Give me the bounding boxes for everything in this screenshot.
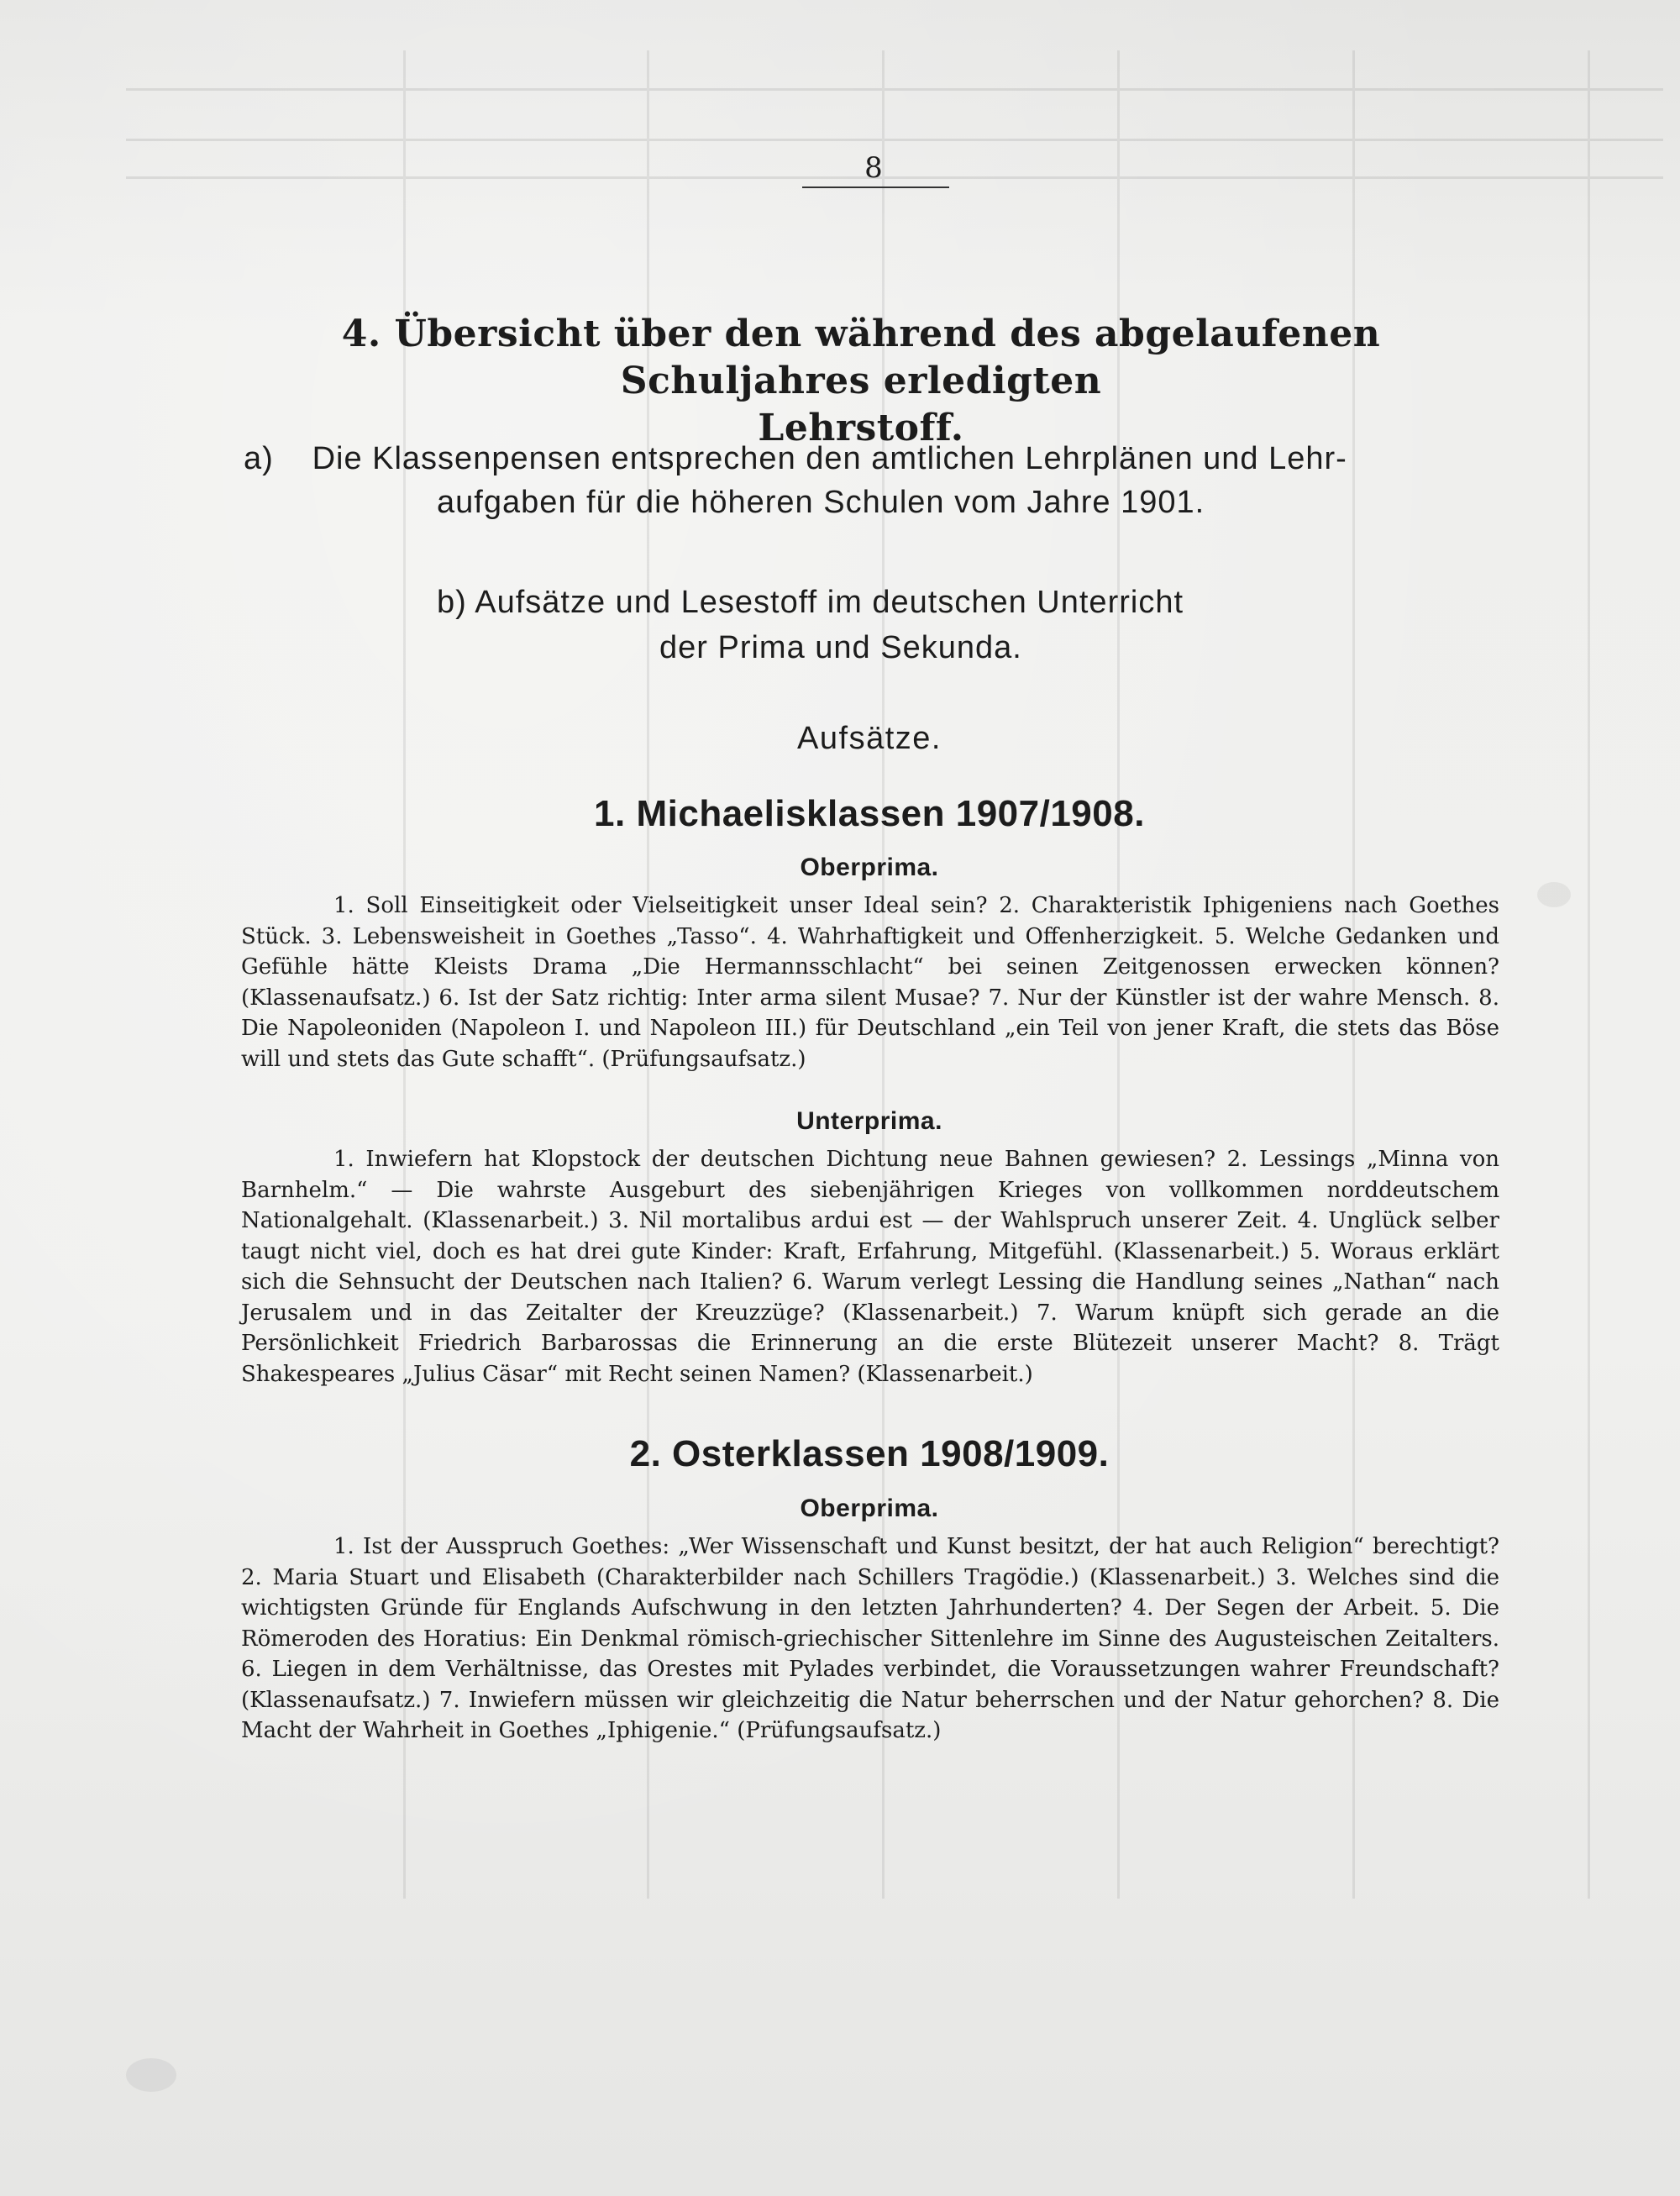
page-number: 8 <box>864 151 883 185</box>
aufsaetze-heading: Aufsätze. <box>797 721 942 756</box>
subsection-b <box>437 580 1495 670</box>
class-heading-oberprima-2: Oberprima. <box>800 1495 939 1522</box>
subsection-a-line-1: Die Klassenpensen entsprechen den amtlichen Lehrplänen und Lehr- <box>312 441 1347 476</box>
group-heading-michaelisklassen: 1. Michaelisklassen 1907/1908. <box>594 793 1145 834</box>
class-heading-oberprima: Oberprima. <box>800 854 939 881</box>
class-heading-unterprima: Unterprima. <box>796 1107 942 1135</box>
subsection-b-line-2: der Prima und Sekunda. <box>659 630 1022 665</box>
subsection-a-line-2: aufgaben für die höheren Schulen vom Jahre 1901. <box>437 485 1205 520</box>
subsection-b-label: b) <box>437 585 467 620</box>
subsection-a-label: a) <box>244 441 274 476</box>
paper-blemish <box>1537 882 1571 907</box>
subsection-b-line-1: Aufsätze und Lesestoff im deutschen Unterricht <box>475 585 1184 620</box>
essay-list-oberprima-1907: 1. Soll Einseitigkeit oder Vielseitigkeit unser Ideal sein? 2. Charakteristik Iphigeniens nach Goethes Stück. 3. Lebensweisheit in Goethes „Tasso“. 4. Wahrhaftigkeit und Offenherzigkeit. 5. Welche Gedanken und Gefühle hätte Kleists Drama „Die Hermannsschlacht“ bei seinen Zeitgenossen erwecken können? (Klassenaufsatz.) 6. Ist der Satz richtig: Inter arma silent Musae? 7. Nur der Künstler ist der wahre Mensch. 8. Die Napoleoniden (Napoleon I. und Napoleon III.) für Deutschland „ein Teil von jener Kraft, die stets das Böse will und stets das Gute schafft“. (Prüfungsaufsatz.) <box>241 893 1499 1072</box>
essay-list-unterprima-1907: 1. Inwiefern hat Klopstock der deutschen Dichtung neue Bahnen gewiesen? 2. Lessings „Minna von Barnhelm.“ — Die wahrste Ausgeburt des siebenjährigen Krieges von vollkommen norddeutschem Nationalgehalt. (Klassenarbeit.) 3. Nil mortalibus ardui est — der Wahlspruch unserer Zeit. 4. Unglück selber taugt nicht viel, doch es hat drei gute Kinder: Kraft, Erfahrung, Mitgefühl. (Klassenarbeit.) 5. Woraus erklärt sich die Sehnsucht der Deutschen nach Italien? 6. Warum verlegt Lessing die Handlung seines „Nathan“ nach Jerusalem und in das Zeitalter der Kreuzzüge? (Klassenarbeit.) 7. Warum knüpft sich gerade an die Persönlichkeit Friedrich Barbarossas die Erinnerung an die erste Blütezeit unserer Macht? 8. Trägt Shakespeares „Julius Cäsar“ mit Recht seinen Namen? (Klassenarbeit.) <box>241 1147 1499 1387</box>
subsection-a <box>244 437 1487 524</box>
page-number-rule <box>802 187 949 188</box>
section-heading-line-2: Lehrstoff. <box>758 407 964 449</box>
essay-list-oberprima-1908: 1. Ist der Ausspruch Goethes: „Wer Wissenschaft und Kunst besitzt, der hat auch Religion“ berechtigt? 2. Maria Stuart und Elisabeth (Charakterbilder nach Schillers Tragödie.) (Klassenarbeit.) 3. Welches sind die wichtigsten Gründe für Englands Aufschwung in den letzten Jahrhunderten? 4. Der Segen der Arbeit. 5. Die Römeroden des Horatius: Ein Denkmal römisch-griechischer Sittenlehre im Sinne des Augusteischen Zeitalters. 6. Liegen in dem Verhältnisse, das Orestes mit Pylades verbindet, die Voraussetzungen wahrer Freundschaft? (Klassenaufsatz.) 7. Inwiefern müssen wir gleichzeitig die Natur beherrschen und der Natur gehorchen? 8. Die Macht der Wahrheit in Goethes „Iphigenie.“ (Prüfungsaufsatz.) <box>241 1534 1499 1743</box>
paper-blemish <box>126 2058 176 2092</box>
section-heading-line-1: 4. Übersicht über den während des abgelaufenen Schuljahres erledigten <box>341 313 1381 402</box>
group-heading-osterklassen: 2. Osterklassen 1908/1909. <box>629 1433 1110 1474</box>
section-heading <box>239 311 1483 452</box>
